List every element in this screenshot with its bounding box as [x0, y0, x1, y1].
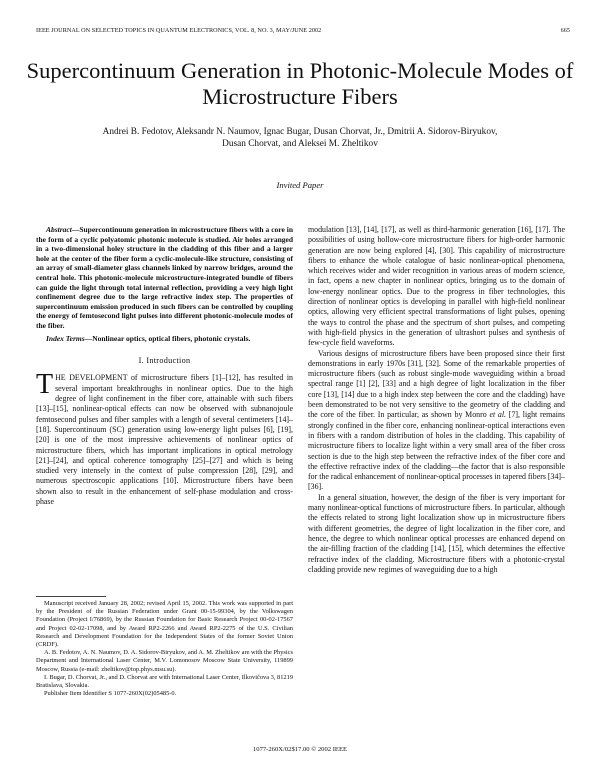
invited-paper-label: Invited Paper	[276, 180, 324, 190]
abstract-text: —Supercontinuum generation in microstructure fibers with a core in the form of a cyclic polyatomic photonic molecule is studied. Air holes arranged in a two-dimensional holey structure in the cladding of this fiber and a larger hole at the center of the fiber form a cyclic-molecule-like structure, consisting of an array of small-diameter glass channels linked by narrow bridges, around the central hole. This photonic-molecule microstructure-integrated bundle of fibers can guide the light through total internal reflection, providing a very high light confinement degree due to the large refractive index step. The properties of supercontinuum emission produced in such fibers can be controlled by coupling the energy of femtosecond light pulses into different photonic-molecule modes of the fiber.	[36, 225, 293, 330]
section-heading: I. Introduction	[138, 356, 191, 366]
copyright-footer: 1077-260X/02$17.00 © 2002 IEEE	[252, 746, 348, 753]
intro-paragraph	[36, 369, 293, 507]
drop-cap: T	[36, 369, 54, 401]
right-paragraph-2b: [7], light remains strongly confined in the fiber core, enhancing nonlinear-optical interactions even in fibers with a random distribution of holes in the cladding. This capability of microstructure fibers to localize light within a very small area of the fiber cross section is due to the high step between the refractive index of the fiber core and the effective refractive index of the cladding—the factor that is also responsible for the radical enhancement of nonlinear-optical processes in tapered fibers [34]–[36].	[308, 410, 565, 492]
authors-line-1: Andrei B. Fedotov, Aleksandr N. Naumov, Ignac Bugar, Dusan Chorvat, Jr., Dmitrii A. Sidorov-Biryukov,	[102, 127, 498, 137]
footnote-rule	[36, 596, 106, 597]
running-header	[36, 27, 570, 34]
abstract-label: Abstract	[46, 225, 72, 234]
abstract	[36, 225, 293, 331]
authors-line-2: Dusan Chorvat, and Aleksei M. Zheltikov	[222, 139, 378, 149]
author-list	[60, 126, 540, 150]
intro-text: HE DEVELOPMENT of microstructure fibers [1]–[12], has resulted in several important breakthroughs in nonlinear optics. Due to the high degree of light confinement in the fiber core, attainable with such fibers [13]–[15], nonlinear-optical effects can now be observed with subnanojoule femtosecond pulses and fiber samples with a length of several centimeters [14]–[18]. Supercontinuum (SC) generation using low-energy light pulses [6], [19], [20] is one of the most impressive achievements of nonlinear optics of microstructure fibers, which has important implications in optical metrology [21]–[24], and optical coherence tomography [25]–[27] and which is being studied very intensely in the context of pulse compression [28], [29], and numerous spectroscopic applications [10]. Microstructure fibers have been shown also to result in the enhancement of self-phase modulation and cross-phase	[36, 373, 293, 506]
journal-name: IEEE JOURNAL ON SELECTED TOPICS IN QUANTUM ELECTRONICS, VOL. 8, NO. 3, MAY/JUNE 2002	[36, 27, 322, 34]
paper-title: Supercontinuum Generation in Photonic-Molecule Modes of Microstructure Fibers	[26, 58, 574, 109]
page-number: 665	[560, 27, 570, 34]
footnote-manuscript: Manuscript received January 28, 2002; revised April 15, 2002. This work was supported in part by the President of the Russian Federation under Grant 00-15-99304, by the Volkswagen Foundation (Project I/76869), by the Russian Foundation for Basic Research Project 00-02-17567 and Project 02-02-17098, and by Award RP2-2266 and Award RP2-2275 of the U.S. Civilian Research and Development Foundation for the Independent States of the former Soviet Union (CRDF).	[36, 600, 293, 649]
right-paragraph-3: In a general situation, however, the design of the fiber is very important for many nonlinear-optical functions of microstructure fibers. In particular, although the effects related to strong light localization show up in microstructure fibers with different geometries, the degree of light localization in the fiber core, and hence, the degree to which nonlinear optical processes are enhanced depend on the air-filling fraction of the cladding [14], [15], which determines the effective refractive index of the cladding. Microstructure fibers with a photonic-crystal cladding provide new regimes of waveguiding due to a high	[308, 492, 565, 574]
index-terms-label: Index Terms	[46, 333, 85, 343]
footnote	[36, 600, 293, 698]
left-column	[36, 225, 293, 507]
footnote-affiliation-1: A. B. Fedotov, A. N. Naumov, D. A. Sidorov-Biryukov, and A. M. Zheltikov are with the Physics Department and International Laser Center, M.V. Lomonosov Moscow State University, 119899 Moscow, Russia (e-mail: zheltikov@top.phys.msu.su).	[36, 649, 293, 673]
right-paragraph-2a: Various designs of microstructure fibers have been proposed since their first demonstrations in early 1970s [31], [32]. Some of the remarkable properties of microstructure fibers (such as robust single-mode waveguiding within a broad spectral range [1] [2], [33] and a high degree of light localization in the fiber core [13], [14] due to a high index step between the core and the cladding) have been demonstrated to be not very sensitive to the geometry of the cladding and the core of the fiber. In particular, as shown by Monro	[308, 348, 565, 420]
right-paragraph-2	[308, 349, 565, 493]
index-terms-text: —Nonlinear optics, optical fibers, photonic crystals.	[84, 333, 251, 343]
right-column	[308, 225, 565, 575]
footnote-identifier: Publisher Item Identifier S 1077-260X(02)05485-0.	[44, 690, 177, 698]
et-al: et al.	[489, 410, 507, 420]
right-paragraph-1: modulation [13], [14], [17], as well as third-harmonic generation [16], [17]. The possibilities of using hollow-core microstructure fibers for high-order harmonic generation are now being explored [4], [30]. This capability of microstructure fibers to enhance the whole catalogue of basic nonlinear-optical phenomena, which receives wider and wider recognition in various areas of modern science, in fact, opens a new chapter in nonlinear optics, bringing us to the domain of low-energy nonlinear optics. Due to the progress in fiber technologies, this direction of nonlinear optics is developing in parallel with high-field nonlinear optics, allowing very efficient spectral transformations of light pulses, opening the ways to control the phase and the spectrum of short pulses, and competing with high-field physics in the generation of ultrashort pulses and synthesis of few-cycle field waveforms.	[308, 225, 565, 348]
index-terms	[36, 334, 293, 344]
footnote-affiliation-2: I. Bugar, D. Chorvat, Jr., and D. Chorvat are with International Laser Center, Ilkovičova 3, 81219 Bratislava, Slovakia.	[36, 673, 294, 690]
